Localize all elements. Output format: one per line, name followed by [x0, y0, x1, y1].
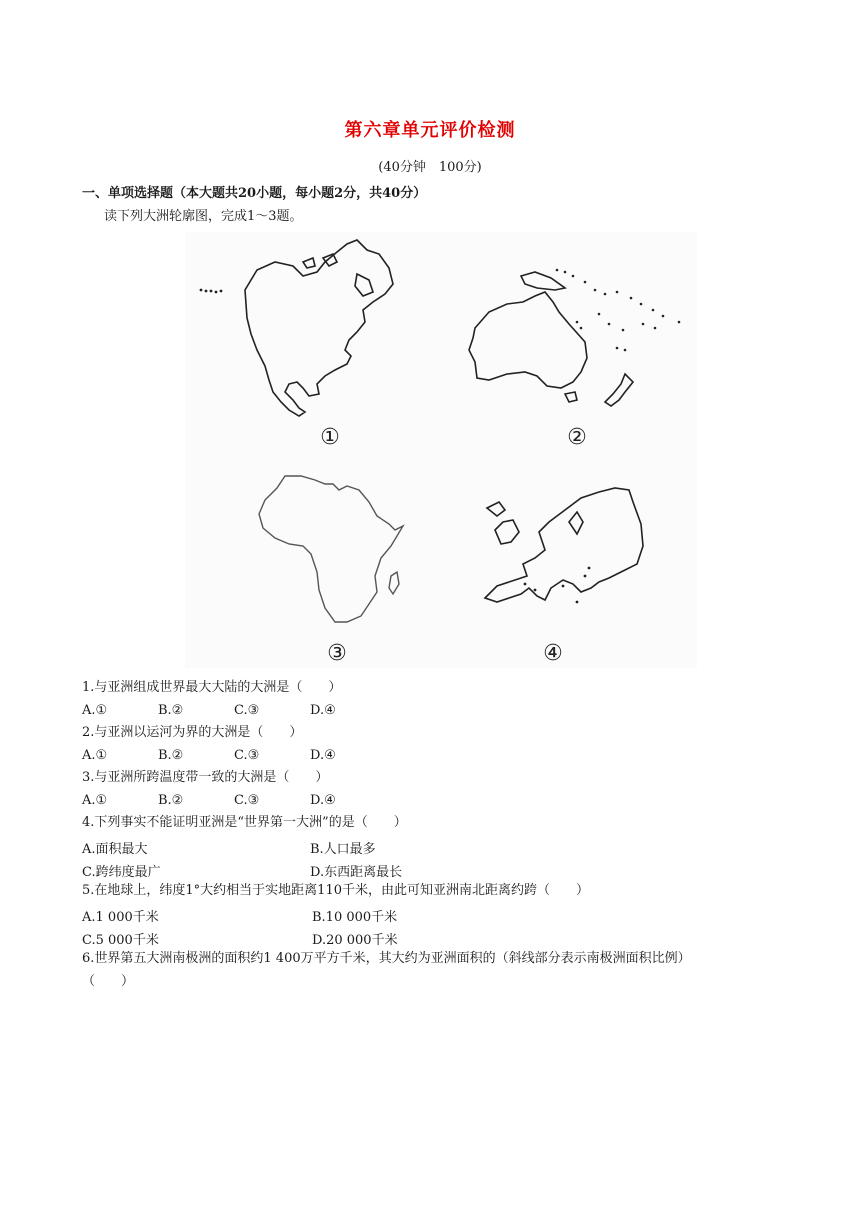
q4-option-a: A.面积最大 [82, 842, 148, 857]
q1-option-c: C.③ [234, 703, 260, 718]
question-6-answer-blank: （ ） [82, 974, 135, 989]
question-5-stem: 5.在地球上，纬度1°大约相当于实地距离110千米，由此可知亚洲南北距离约跨（ ） [82, 883, 589, 898]
exam-duration-score: (40分钟 100分) [378, 160, 482, 175]
q5-option-c: C.5 000千米 [82, 933, 159, 948]
north-america-outline [245, 240, 393, 416]
q3-option-b: B.② [158, 793, 184, 808]
question-3-stem: 3.与亚洲所跨温度带一致的大洲是（ ） [82, 770, 329, 785]
reading-instruction: 读下列大洲轮廓图，完成1～3题。 [104, 209, 303, 224]
map-label-3: ③ [327, 641, 347, 666]
q2-option-c: C.③ [234, 748, 260, 763]
map-label-4: ④ [543, 641, 563, 666]
q3-option-a: A.① [82, 793, 108, 808]
q4-option-c: C.跨纬度最广 [82, 865, 161, 880]
map-label-1: ① [320, 425, 340, 450]
aleutian-islands [200, 289, 223, 294]
question-2-stem: 2.与亚洲以运河为界的大洲是（ ） [82, 725, 303, 740]
q5-option-b: B.10 000千米 [312, 910, 398, 925]
q2-option-b: B.② [158, 748, 184, 763]
section-heading: 一、单项选择题（本大题共20小题，每小题2分，共40分） [82, 186, 427, 201]
q5-option-d: D.20 000千米 [312, 933, 398, 948]
q3-option-c: C.③ [234, 793, 260, 808]
q5-option-a: A.1 000千米 [82, 910, 159, 925]
question-6-stem: 6.世界第五大洲南极洲的面积约1 400万平方千米，其大约为亚洲面积的（斜线部分表示南极洲面积比例） [82, 951, 691, 966]
q4-option-b: B.人口最多 [310, 842, 376, 857]
europe-outline [485, 488, 643, 602]
question-1-stem: 1.与亚洲组成世界最大大陆的大洲是（ ） [82, 680, 342, 695]
pacific-islands [556, 269, 681, 352]
continent-outline-maps [185, 232, 697, 668]
oceania-outline [469, 272, 633, 406]
map-label-2: ② [567, 425, 587, 450]
q1-option-b: B.② [158, 703, 184, 718]
q4-option-d: D.东西距离最长 [310, 865, 403, 880]
q2-option-a: A.① [82, 748, 108, 763]
q2-option-d: D.④ [310, 748, 336, 763]
page-title: 第六章单元评价检测 [344, 120, 516, 141]
question-4-stem: 4.下列事实不能证明亚洲是“世界第一大洲”的是（ ） [82, 815, 407, 830]
q3-option-d: D.④ [310, 793, 336, 808]
africa-outline [259, 476, 403, 622]
q1-option-a: A.① [82, 703, 108, 718]
q1-option-d: D.④ [310, 703, 336, 718]
mediterranean-islands [524, 567, 591, 604]
